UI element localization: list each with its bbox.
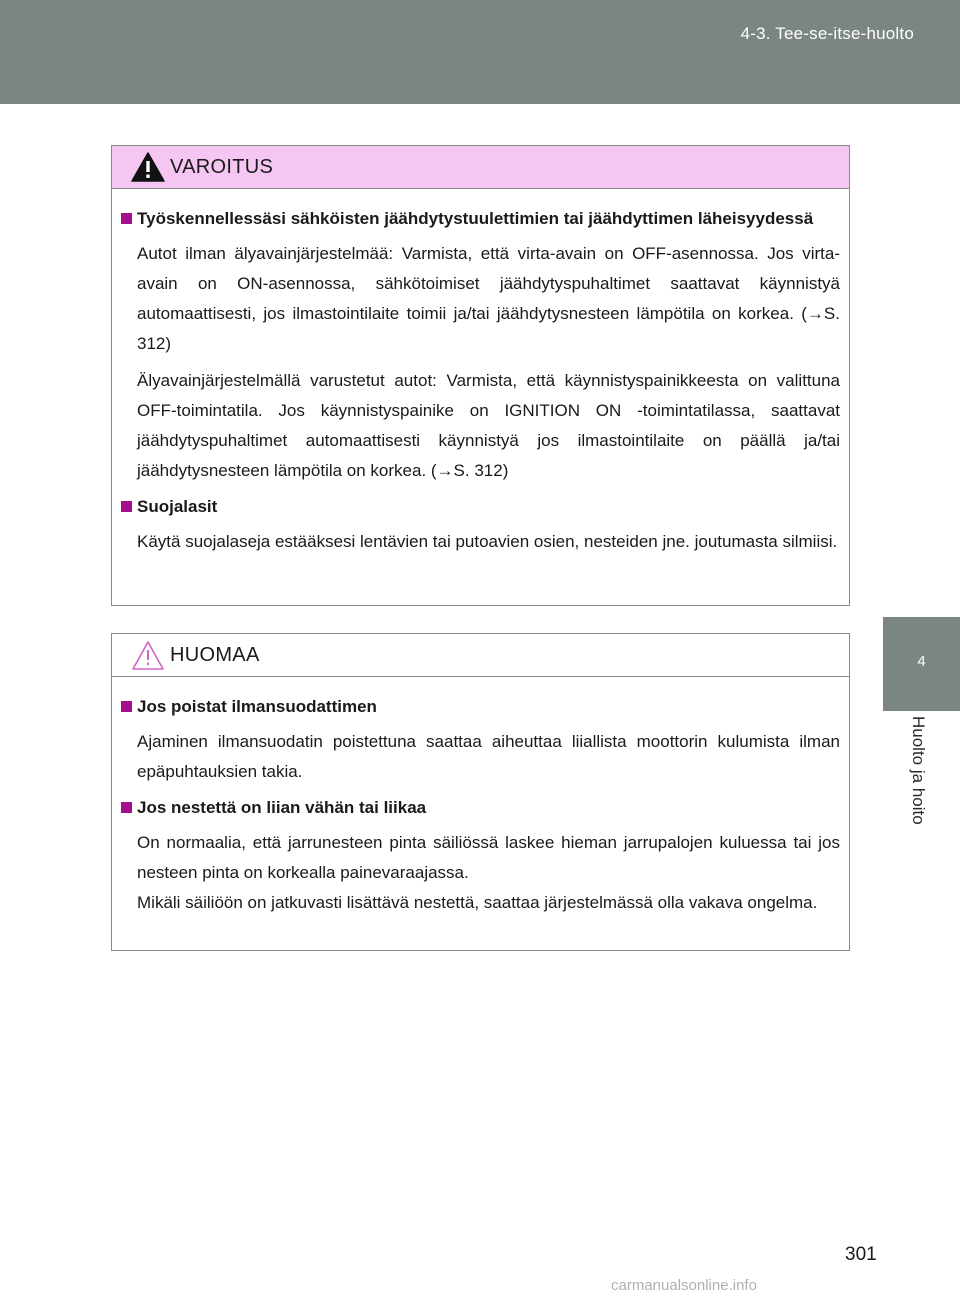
notice-paragraph: Ajaminen ilmansuodatin poistettuna saattaa aiheuttaa liiallista moottorin kulumista ilman epäpuhtauksien takia. (137, 732, 840, 781)
chapter-tab[interactable] (883, 617, 960, 711)
bullet-square-icon (121, 501, 132, 512)
notice-paragraph: On normaalia, että jarrunesteen pinta säiliössä laskee hieman jarrupalojen kuluessa tai jos nesteen pinta on korkealla painevaraajassa. (137, 833, 840, 882)
notice-paragraph: Mikäli säiliöön on jatkuvasti lisättävä nestettä, saattaa järjestelmässä olla vakava ongelma. (137, 893, 818, 912)
watermark: carmanualsonline.info (611, 1277, 757, 1294)
chapter-label: Huolto ja hoito (909, 716, 928, 825)
warning-item-heading: Työskennellessäsi sähköisten jäähdytystuulettimien tai jäähdyttimen läheisyydessä (121, 205, 840, 233)
notice-body (112, 677, 849, 918)
header-bar (0, 0, 960, 104)
warning-title: VAROITUS (170, 156, 274, 178)
notice-header (112, 634, 849, 677)
warning-item-heading: Suojalasit (121, 493, 840, 521)
warning-body (112, 189, 849, 557)
bullet-square-icon (121, 802, 132, 813)
bullet-square-icon (121, 213, 132, 224)
notice-item-heading: Jos nestettä on liian vähän tai liikaa (121, 794, 840, 822)
warning-box (111, 145, 850, 606)
caution-triangle-icon (130, 639, 166, 671)
bullet-square-icon (121, 701, 132, 712)
chapter-number: 4 (917, 653, 926, 670)
notice-title: HUOMAA (170, 644, 260, 666)
warning-header (112, 146, 849, 189)
warning-paragraph: Älyavainjärjestelmällä varustetut autot: Varmista, että käynnistyspainikkeesta on valittuna OFF-toimintatila. Jos käynnistyspainike on IGNITION ON -toimintatilassa, saattavat jäähdytyspuhaltimet automaattisesti käynnistyä jos ilmastointilaite on päällä ja/tai jäähdytysnesteen lämpötila on korkea. (→S. 312) (137, 371, 840, 480)
section-title: 4-3. Tee-se-itse-huolto (740, 24, 914, 43)
warning-triangle-icon (130, 151, 166, 183)
notice-item-heading: Jos poistat ilmansuodattimen (121, 693, 840, 721)
warning-paragraph: Autot ilman älyavainjärjestelmää: Varmista, että virta-avain on OFF-asennossa. Jos virta-avain on ON-asennossa, sähkötoimiset jäähdytyspuhaltimet saattavat käynnistyä automaattisesti, jos ilmastointilaite toimii ja/tai jäähdytysnesteen lämpötila on korkea. (→S. 312) (137, 244, 840, 353)
page-number: 301 (845, 1244, 877, 1265)
warning-paragraph: Käytä suojalaseja estääksesi lentävien tai putoavien osien, nesteiden jne. joutumasta silmiisi. (137, 532, 838, 551)
notice-box (111, 633, 850, 951)
